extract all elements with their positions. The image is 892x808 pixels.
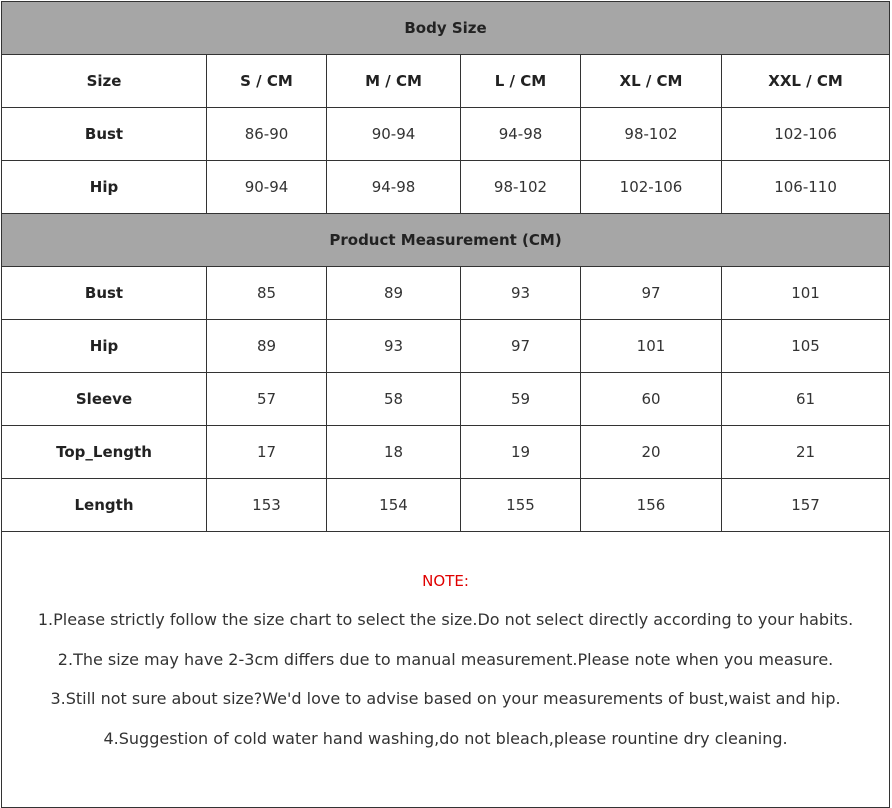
table-cell: 57 [207, 373, 327, 426]
table-row [2, 479, 890, 532]
row-label-body-bust: Bust [2, 108, 207, 161]
table-cell: 90-94 [207, 161, 327, 214]
table-cell: 60 [581, 373, 722, 426]
notes-panel [2, 532, 890, 808]
row-label-product-bust: Bust [2, 267, 207, 320]
row-label-product-hip: Hip [2, 320, 207, 373]
table-cell: 17 [207, 426, 327, 479]
note-line-1: 1.Please strictly follow the size chart to select the size.Do not select directly according to your habits. [37, 610, 854, 629]
col-header-s: S / CM [207, 55, 327, 108]
table-cell: 102-106 [581, 161, 722, 214]
row-label-body-hip: Hip [2, 161, 207, 214]
table-cell: 154 [327, 479, 461, 532]
col-header-xxl: XXL / CM [722, 55, 890, 108]
note-title: NOTE: [422, 572, 469, 590]
table-cell: 93 [327, 320, 461, 373]
note-line-3: 3.Still not sure about size?We'd love to advise based on your measurements of bust,waist and hip. [50, 689, 841, 708]
product-measurement-header-row [2, 214, 890, 267]
table-cell: 98-102 [461, 161, 581, 214]
table-cell: 61 [722, 373, 890, 426]
row-label-product-sleeve: Sleeve [2, 373, 207, 426]
table-cell: 105 [722, 320, 890, 373]
table-cell: 97 [581, 267, 722, 320]
table-cell: 94-98 [461, 108, 581, 161]
table-cell: 157 [722, 479, 890, 532]
notes-row [2, 532, 890, 808]
body-size-header-row [2, 2, 890, 55]
table-cell: 58 [327, 373, 461, 426]
table-cell: 98-102 [581, 108, 722, 161]
size-columns-row [2, 55, 890, 108]
table-cell: 19 [461, 426, 581, 479]
table-cell: 85 [207, 267, 327, 320]
size-chart-table [1, 1, 890, 808]
table-row [2, 108, 890, 161]
table-row [2, 320, 890, 373]
table-cell: 20 [581, 426, 722, 479]
table-cell: 93 [461, 267, 581, 320]
product-measurement-title: Product Measurement (CM) [2, 214, 890, 267]
note-line-2: 2.The size may have 2-3cm differs due to manual measurement.Please note when you measure. [57, 649, 834, 669]
note-line-4: 4.Suggestion of cold water hand washing,do not bleach,please rountine dry cleaning. [103, 728, 788, 748]
col-header-xl: XL / CM [581, 55, 722, 108]
table-cell: 90-94 [327, 108, 461, 161]
col-header-m: M / CM [327, 55, 461, 108]
size-label: Size [2, 55, 207, 108]
table-cell: 89 [327, 267, 461, 320]
table-cell: 59 [461, 373, 581, 426]
table-cell: 94-98 [327, 161, 461, 214]
table-row [2, 373, 890, 426]
table-cell: 153 [207, 479, 327, 532]
table-row [2, 267, 890, 320]
table-cell: 101 [722, 267, 890, 320]
table-cell: 106-110 [722, 161, 890, 214]
col-header-l: L / CM [461, 55, 581, 108]
table-cell: 102-106 [722, 108, 890, 161]
row-label-product-length: Length [2, 479, 207, 532]
table-cell: 18 [327, 426, 461, 479]
table-cell: 89 [207, 320, 327, 373]
table-cell: 97 [461, 320, 581, 373]
table-row [2, 426, 890, 479]
table-cell: 21 [722, 426, 890, 479]
row-label-product-top-length: Top_Length [2, 426, 207, 479]
table-cell: 155 [461, 479, 581, 532]
table-row [2, 161, 890, 214]
table-cell: 101 [581, 320, 722, 373]
table-cell: 156 [581, 479, 722, 532]
body-size-title: Body Size [2, 2, 890, 55]
table-cell: 86-90 [207, 108, 327, 161]
